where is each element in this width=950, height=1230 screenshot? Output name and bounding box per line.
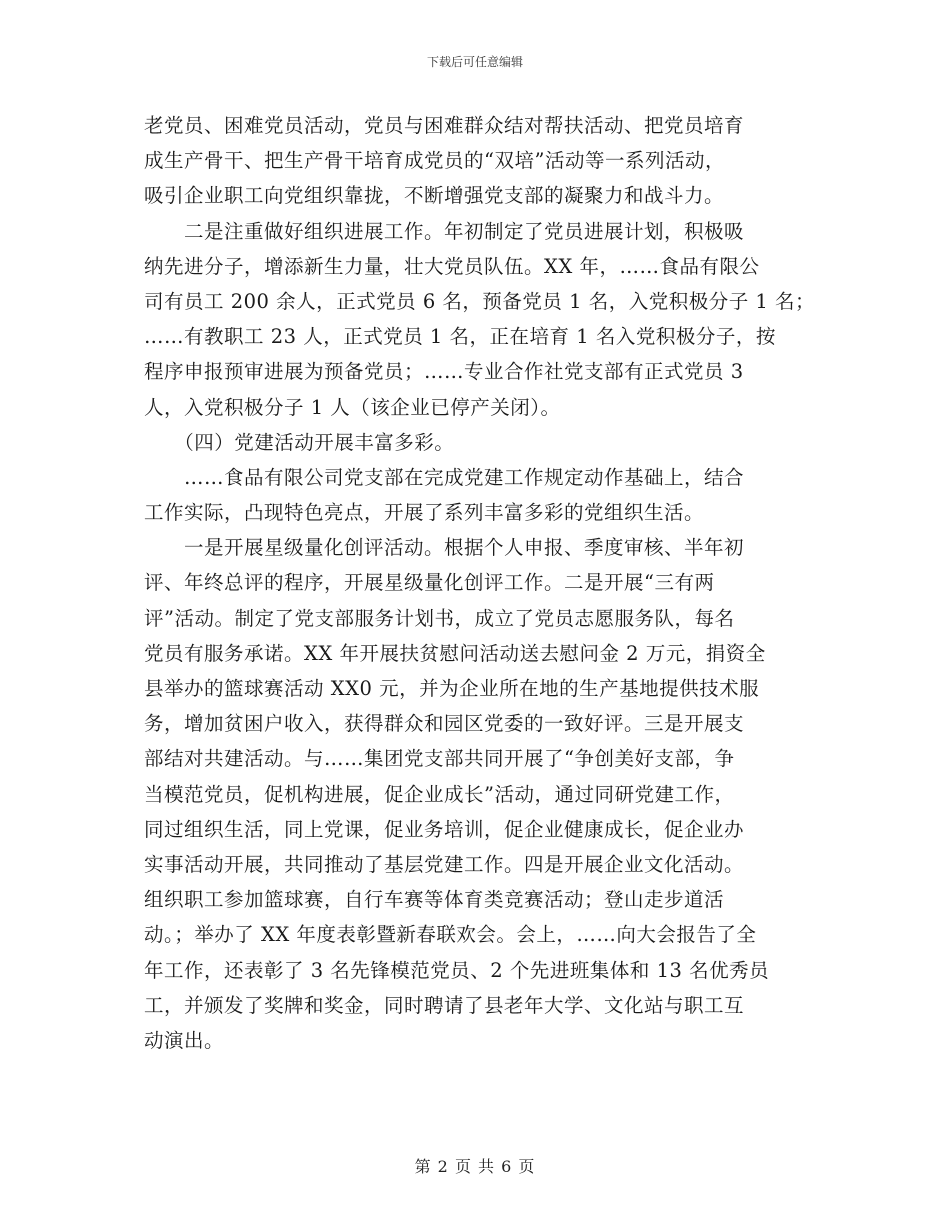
text-line: ……食品有限公司党支部在完成党建工作规定动作基础上，结合 [144,465,745,489]
page-number-footer: 第 2 页 共 6 页 [414,1157,536,1176]
text-line: 党员有服务承诺。XX 年开展扶贫慰问活动送去慰问金 2 万元，捐资全 [144,641,766,665]
text-line: 动。；举办了 XX 年度表彰暨新春联欢会。会上，……向大会报告了全 [144,923,757,947]
text-line: 当模范党员，促机构进展，促企业成长”活动，通过同研党建工作， [144,782,735,806]
text-line: 老党员、困难党员活动，党员与困难群众结对帮扶活动、把党员培育 [144,114,745,137]
text-line: 同过组织生活，同上党课，促业务培训，促企业健康成长，促企业办 [144,817,745,841]
text-line: 实事活动开展，共同推动了基层党建工作。四是开展企业文化活动。 [144,852,745,876]
text-line: 成生产骨干、把生产骨干培育成党员的“双培”活动等一系列活动， [144,149,725,173]
body-text [144,108,820,1058]
text-line: 工作实际，凸现特色亮点，开展了系列丰富多彩的党组织生活。 [144,501,705,525]
text-line: 务，增加贫困户收入，获得群众和园区党委的一致好评。三是开展支 [144,712,745,736]
text-line: 二是注重做好组织进展工作。年初制定了党员进展计划，积极吸 [144,219,745,243]
text-line: 评、年终总评的程序，开展星级量化创评工作。二是开展“三有两 [144,571,715,595]
text-line: 纳先进分子，增添新生力量，壮大党员队伍。XX 年，……食品有限公 [144,254,760,278]
text-line: 司有员工 200 余人，正式党员 6 名，预备党员 1 名，入党积极分子 1 名； [144,289,816,313]
text-line: 评”活动。制定了党支部服务计划书，成立了党员志愿服务队，每名 [144,606,735,630]
text-line: 工，并颁发了奖牌和奖金，同时聘请了县老年大学、文化站与职工互 [144,993,745,1017]
text-line: 组织职工参加篮球赛，自行车赛等体育类竞赛活动；登山走步道活 [144,888,725,912]
section-heading: （四）党建活动开展丰富多彩。 [144,430,455,454]
text-line: 县举办的篮球赛活动 XX0 元，并为企业所在地的生产基地提供技术服 [144,677,760,700]
text-line: 一是开展星级量化创评活动。根据个人申报、季度审核、半年初 [144,536,745,560]
text-line: ……有教职工 23 人，正式党员 1 名，正在培育 1 名入党积极分子，按 [144,325,776,349]
page-header: 下载后可任意编辑 [426,55,523,69]
text-line: 人，入党积极分子 1 人（该企业已停产关闭）。 [144,395,561,419]
text-line: 部结对共建活动。与……集团党支部共同开展了“争创美好支部，争 [144,747,735,771]
text-line: 动演出。 [144,1028,225,1052]
text-line: 年工作，还表彰了 3 名先锋模范党员、2 个先进班集体和 13 名优秀员 [144,958,770,982]
text-line: 吸引企业职工向党组织靠拢，不断增强党支部的凝聚力和战斗力。 [144,184,725,208]
text-line: 程序申报预审进展为预备党员；……专业合作社党支部有正式党员 3 [144,360,744,384]
